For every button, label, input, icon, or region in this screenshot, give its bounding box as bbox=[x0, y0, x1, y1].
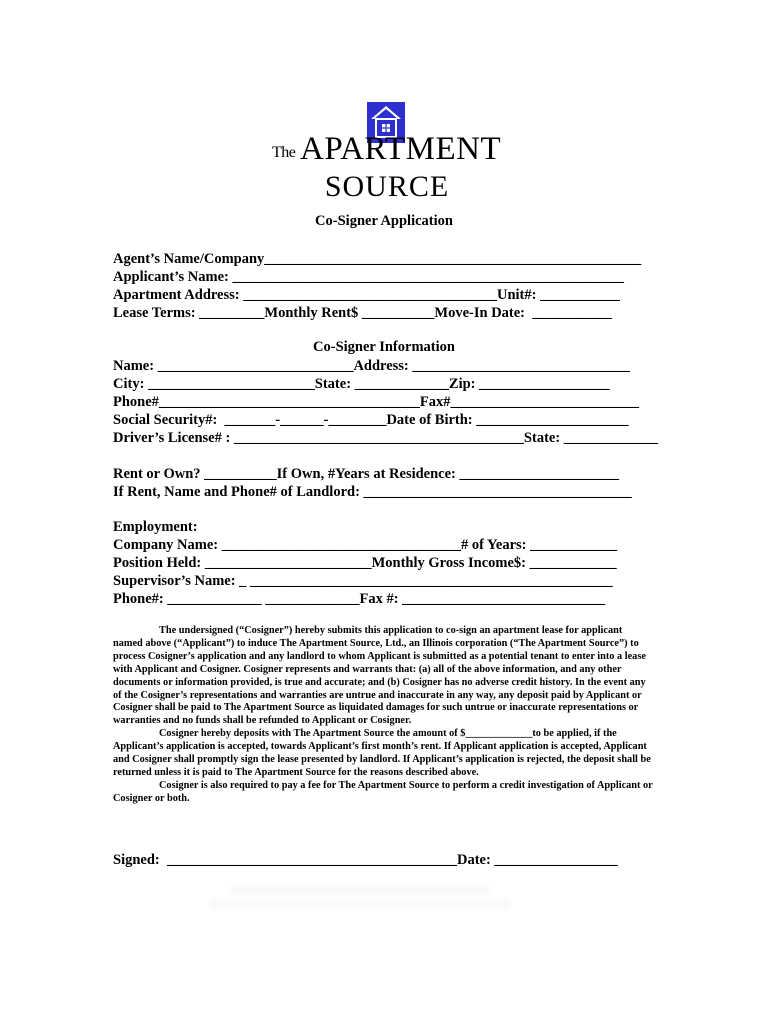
logo-source-text: SOURCE bbox=[324, 170, 450, 203]
fee-paragraph: Cosigner is also required to pay a fee for The Apartment Source to perform a credit investigation of Applicant or Cosigner or both. bbox=[113, 779, 653, 804]
cosigner-phone-field[interactable]: Phone#____________________________________Fax#__________________________ bbox=[113, 394, 640, 410]
cosigner-license-field[interactable]: Driver’s License# : ________________________________________State: _____________ bbox=[113, 430, 659, 446]
cosigner-city-field[interactable]: City: _______________________State: _____________Zip: __________________ bbox=[113, 376, 610, 392]
company-name-field[interactable]: Company Name: _________________________________# of Years: ____________ bbox=[113, 537, 618, 553]
rent-or-own-field[interactable]: Rent or Own? __________If Own, #Years at Residence: ______________________ bbox=[113, 466, 619, 482]
landlord-field[interactable]: If Rent, Name and Phone# of Landlord: _____________________________________ bbox=[113, 484, 632, 500]
form-title: Co-Signer Application bbox=[315, 213, 453, 229]
apartment-address-field[interactable]: Apartment Address: ___________________________________Unit#: ___________ bbox=[113, 287, 620, 303]
lease-terms-field[interactable]: Lease Terms: _________Monthly Rent$ __________Move-In Date: ___________ bbox=[113, 305, 613, 321]
terms-text bbox=[113, 625, 653, 806]
cosigner-name-field[interactable]: Name: ___________________________Address: ______________________________ bbox=[113, 358, 630, 374]
company-logo bbox=[0, 100, 768, 210]
supervisor-name-field[interactable]: Supervisor’s Name: _ __________________________________________________ bbox=[113, 573, 613, 589]
logo-apartment-text: APARTMENT bbox=[300, 131, 502, 167]
employment-heading: Employment: bbox=[113, 519, 198, 535]
applicant-name-field[interactable]: Applicant’s Name: ______________________________________________________ bbox=[113, 269, 624, 285]
position-held-field[interactable]: Position Held: _______________________Monthly Gross Income$: ____________ bbox=[113, 555, 617, 571]
deposit-paragraph: Cosigner hereby deposits with The Apartment Source the amount of $_____________to be applied, if the Applicant’s application is accepted, towards Applicant’s first month’s rent. If Applicant application is accepted, Applicant and Cosigner shall promptly sign the lease presented by landlord. If Applicant’s application is rejected, the deposit shall be returned unless it is paid to The Apartment Source for the reasons described above. bbox=[113, 728, 651, 778]
cosigner-info-heading: Co-Signer Information bbox=[313, 339, 455, 355]
signature-field[interactable]: Signed: ________________________________________Date: _________________ bbox=[113, 852, 618, 868]
terms-paragraph: The undersigned (“Cosigner”) hereby submits this application to co-sign an apartment lease for applicant named above (“Applicant”) to induce The Apartment Source, Ltd., an Illinois corporation (“The Apartment Source”) to process Cosigner’s application and any landlord to whom Applicant is submitted as a potential tenant to enter into a lease with Applicant and Cosigner. Cosigner represents and warrants that: (a) all of the above information, and any other documents or information provided, is true and accurate; and (b) Cosigner has no adverse credit history. In the event any of the Cosigner’s representations and warranties are untrue and inaccurate in any way, any deposit paid by Applicant or Cosigner shall be paid to The Apartment Source as liquidated damages for such untrue or inaccurate representations or warranties and no funds shall be refunded to Applicant or Cosigner. bbox=[113, 625, 646, 727]
logo-the-text: The bbox=[272, 144, 296, 161]
faint-bleed-through bbox=[200, 880, 540, 930]
cosigner-ssn-field[interactable]: Social Security#: _______-______-________Date of Birth: _____________________ bbox=[113, 412, 629, 428]
employment-phone-field[interactable]: Phone#: _____________ _____________Fax #: ____________________________ bbox=[113, 591, 606, 607]
agent-name-field[interactable]: Agent’s Name/Company____________________________________________________ bbox=[113, 251, 642, 267]
